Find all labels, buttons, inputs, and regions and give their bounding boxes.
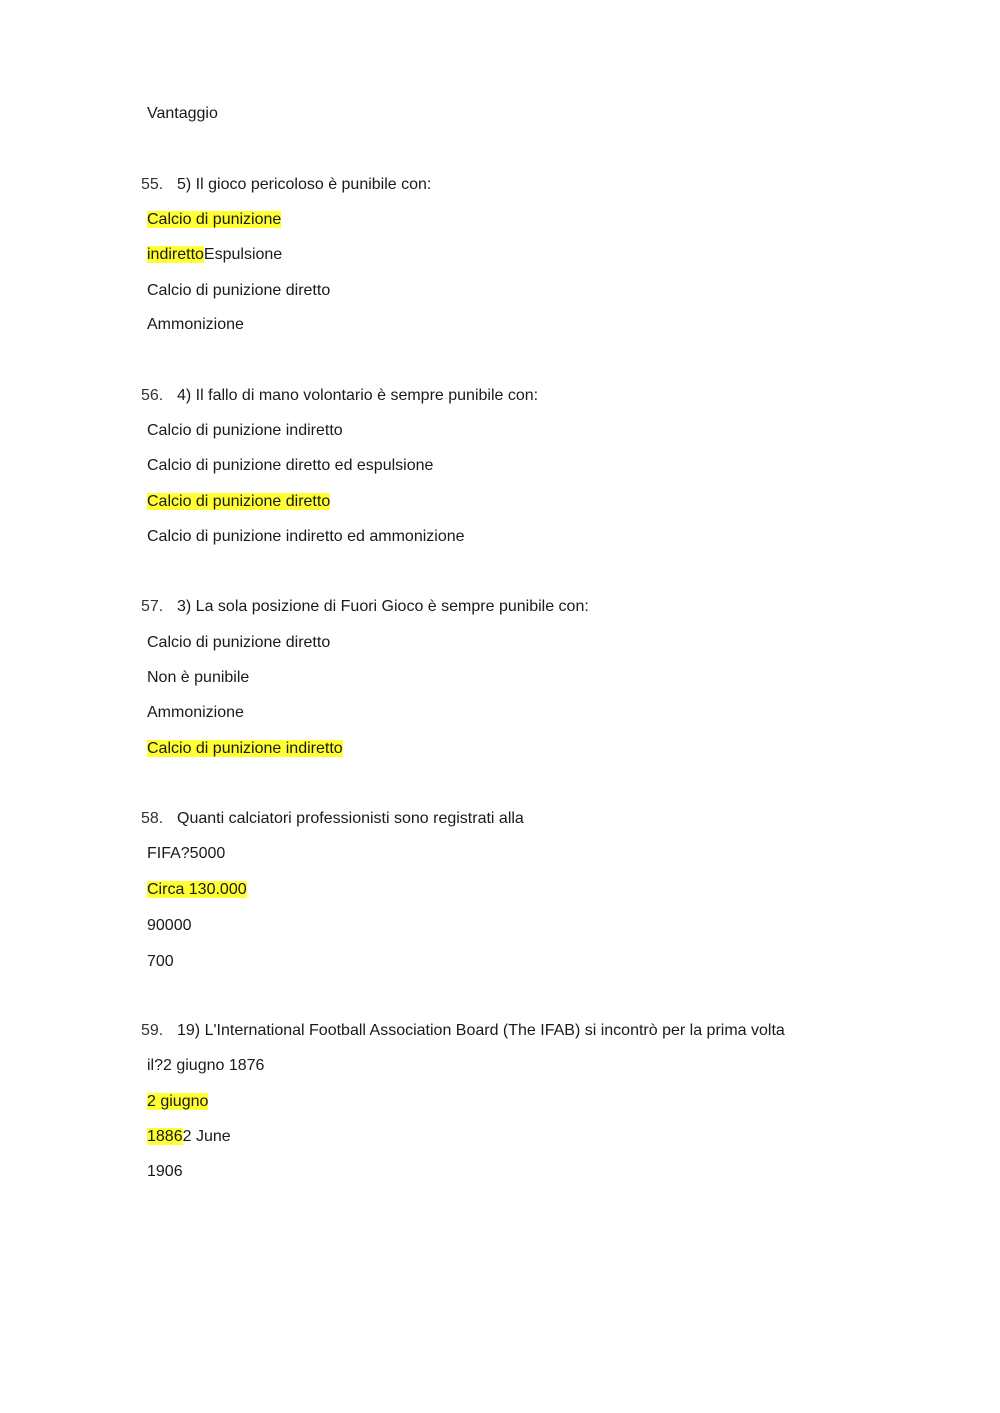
answer-text: 1906 (147, 1163, 183, 1180)
question-56 (141, 385, 538, 407)
answer-line (147, 702, 244, 724)
answer-text: Calcio di punizione indiretto ed ammonizione (147, 528, 465, 545)
question-text: Quanti calciatori professionisti sono registrati alla (177, 810, 524, 827)
highlighted-answer: 2 giugno (147, 1093, 209, 1110)
answer-text: FIFA?5000 (147, 845, 226, 862)
answer-line (147, 667, 249, 689)
answer-line (147, 244, 282, 266)
answer-text: Calcio di punizione diretto (147, 282, 331, 299)
question-number: 57. (141, 598, 164, 615)
answer-line (147, 491, 330, 513)
answer-text: 2 June (182, 1128, 231, 1145)
answer-text: Ammonizione (147, 316, 244, 333)
answer-text: Espulsione (203, 246, 283, 263)
highlighted-answer: Circa 130.000 (147, 881, 247, 898)
answer-line (147, 1126, 231, 1148)
question-text: 4) Il fallo di mano volontario è sempre punibile con: (177, 387, 539, 404)
answer-text: Vantaggio (147, 105, 218, 122)
answer-line (147, 420, 343, 442)
answer-line (147, 879, 247, 901)
question-text: 3) La sola posizione di Fuori Gioco è sempre punibile con: (177, 598, 589, 615)
answer-line (147, 103, 218, 125)
answer-line (147, 455, 433, 477)
highlighted-answer: Calcio di punizione indiretto (147, 740, 343, 757)
question-number: 56. (141, 387, 164, 404)
answer-line (147, 314, 244, 336)
answer-line (147, 632, 330, 654)
highlighted-answer: indiretto (147, 246, 204, 263)
question-55 (141, 174, 431, 196)
answer-text: 90000 (147, 917, 192, 934)
highlighted-answer: Calcio di punizione (147, 211, 282, 228)
answer-line (147, 1055, 264, 1077)
question-59 (141, 1020, 785, 1042)
answer-text: Calcio di punizione indiretto (147, 422, 343, 439)
answer-line (147, 915, 192, 937)
answer-text: Ammonizione (147, 704, 244, 721)
answer-text: Calcio di punizione diretto ed espulsione (147, 457, 434, 474)
question-text: 5) Il gioco pericoloso è punibile con: (177, 176, 432, 193)
answer-line (147, 738, 343, 760)
answer-line (147, 843, 225, 865)
question-number: 58. (141, 810, 164, 827)
question-58 (141, 808, 524, 830)
answer-line (147, 209, 281, 231)
answer-text: Non è punibile (147, 669, 250, 686)
answer-text: il?2 giugno 1876 (147, 1057, 265, 1074)
answer-text: Calcio di punizione diretto (147, 634, 331, 651)
answer-line (147, 951, 174, 973)
answer-line (147, 280, 330, 302)
question-number: 59. (141, 1022, 164, 1039)
answer-text: 700 (147, 953, 174, 970)
answer-line (147, 1091, 208, 1113)
highlighted-answer: Calcio di punizione diretto (147, 493, 331, 510)
question-57 (141, 596, 589, 618)
highlighted-answer: 1886 (147, 1128, 183, 1145)
question-text: 19) L'International Football Association Board (The IFAB) si incontrò per la prima volta (177, 1022, 785, 1039)
question-number: 55. (141, 176, 164, 193)
answer-line (147, 1161, 183, 1183)
answer-line (147, 526, 465, 548)
